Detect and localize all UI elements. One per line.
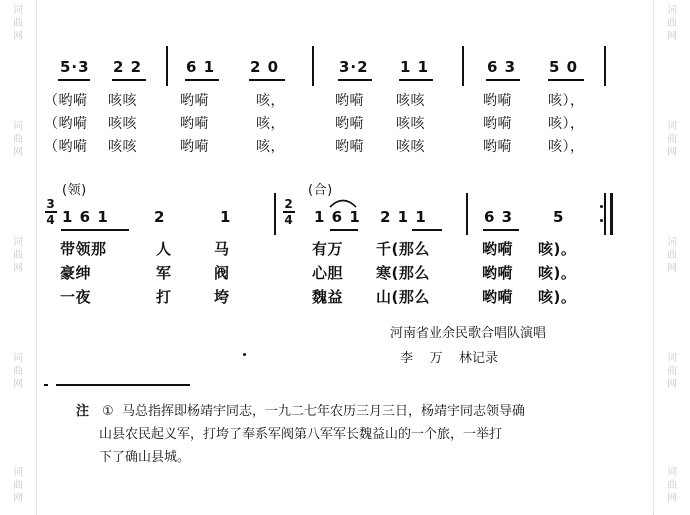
note-group: 5·3	[60, 58, 90, 76]
watermark-char: 词	[667, 467, 677, 478]
note-group: 1	[220, 208, 232, 226]
watermark-char: 词	[13, 237, 23, 248]
watermark-char: 曲	[667, 366, 677, 377]
beam-underline	[112, 79, 146, 81]
beam-underline	[399, 79, 433, 81]
lyric: 咳），	[548, 139, 585, 155]
time-signature: 2 4	[284, 197, 294, 227]
lyric: 哟嗬	[180, 116, 209, 132]
lyric: 咳咳	[108, 116, 137, 132]
watermark-char: 网	[667, 147, 677, 158]
lyric: 打	[156, 288, 172, 306]
note-group: 1 6 1	[62, 208, 109, 226]
footnote-text-line: 山县农民起义军，打垮了奉系军阀第八军军长魏益山的一个旅，一举打	[99, 427, 503, 442]
note-group: 5 0	[549, 58, 579, 76]
note-group: 2	[154, 208, 166, 226]
lyric: 哟嗬	[180, 139, 209, 155]
lyric: 哟嗬	[483, 116, 512, 132]
bar-line	[312, 46, 314, 86]
lyric: 心胆	[312, 264, 344, 282]
watermark-char: 词	[667, 237, 677, 248]
stray-dot	[243, 353, 246, 356]
lyric: 哟嗬	[483, 93, 512, 109]
watermark-char: 词	[13, 353, 23, 364]
lyric: 哟嗬	[335, 116, 364, 132]
watermark-char: 网	[13, 263, 23, 274]
watermark-char: 网	[667, 493, 677, 504]
watermark-char: 曲	[13, 250, 23, 261]
lyric: （哟嗬	[44, 116, 88, 132]
slur-mark	[328, 196, 358, 208]
lyric: 有万	[312, 240, 344, 258]
final-bar-line	[610, 193, 613, 235]
lyric: 咳，	[256, 93, 285, 109]
watermark-char: 曲	[13, 18, 23, 29]
watermark-char: 词	[13, 467, 23, 478]
lyric: 军	[156, 264, 172, 282]
lyric: 咳咳	[396, 93, 425, 109]
watermark-char: 曲	[13, 366, 23, 377]
lyric: 咳)。	[538, 240, 577, 258]
beam-underline	[58, 79, 90, 81]
watermark-char: 曲	[667, 250, 677, 261]
note-group: 6 3	[487, 58, 517, 76]
performer-credit: 河南省业余民歌合唱队演唱	[390, 326, 547, 341]
watermark-char: 网	[13, 379, 23, 390]
watermark-char: 网	[667, 263, 677, 274]
lyric: 豪绅	[60, 264, 92, 282]
note-group: 5	[553, 208, 565, 226]
note-group: 2 0	[250, 58, 280, 76]
time-signature: 3 4	[46, 197, 56, 227]
watermark-char: 曲	[667, 18, 677, 29]
bar-line	[166, 46, 168, 86]
lyric: 山(那么	[376, 288, 430, 306]
lyric: 垮	[214, 288, 230, 306]
right-watermark-strip	[653, 0, 690, 515]
footnote-rule	[56, 384, 190, 386]
footnote-label: 注	[76, 404, 90, 419]
lyric: （哟嗬	[44, 93, 88, 109]
left-watermark-strip	[0, 0, 37, 515]
bar-line	[604, 193, 606, 235]
lyric: 咳)。	[538, 288, 577, 306]
repeat-dot	[600, 219, 603, 222]
beam-underline	[330, 229, 358, 231]
watermark-char: 网	[667, 31, 677, 42]
lyric: 咳咳	[396, 139, 425, 155]
beam-underline	[338, 79, 372, 81]
watermark-char: 词	[13, 5, 23, 16]
watermark-char: 曲	[13, 480, 23, 491]
footnote-text-line: 下了确山县城。	[99, 450, 191, 465]
watermark-char: 词	[13, 121, 23, 132]
watermark-char: 词	[667, 121, 677, 132]
beam-underline	[483, 229, 519, 231]
note-group: 1 1	[400, 58, 430, 76]
note-group: 6 1	[186, 58, 216, 76]
lyric: 魏益	[312, 288, 344, 306]
watermark-char: 网	[13, 493, 23, 504]
lyric: 咳，	[256, 139, 285, 155]
recorder-credit: 李 万 林记录	[400, 351, 499, 366]
lyric: 带领那	[60, 240, 107, 258]
lyric: 哟嗬	[180, 93, 209, 109]
watermark-char: 曲	[13, 134, 23, 145]
bar-line	[274, 193, 276, 235]
lyric: 咳），	[548, 93, 585, 109]
footnote-text-line: 马总指挥即杨靖宇同志，一九二七年农历三月三日，杨靖宇同志领导确	[122, 404, 526, 419]
lyric: 咳)。	[538, 264, 577, 282]
beam-underline	[548, 79, 584, 81]
watermark-char: 曲	[667, 134, 677, 145]
beam-underline	[61, 229, 129, 231]
lyric: 千(那么	[376, 240, 430, 258]
note-group: 2 2	[113, 58, 143, 76]
note-group: 1 6 1	[314, 208, 361, 226]
lyric: 寒(那么	[376, 264, 430, 282]
lyric: 马	[214, 240, 230, 258]
watermark-char: 词	[667, 353, 677, 364]
note-group: 3·2	[339, 58, 369, 76]
watermark-char: 网	[667, 379, 677, 390]
lyric: 咳咳	[108, 93, 137, 109]
note-group: 2 1 1	[380, 208, 427, 226]
lyric: （哟嗬	[44, 139, 88, 155]
bar-line	[604, 46, 606, 86]
watermark-char: 网	[13, 31, 23, 42]
note-group: 6 3	[484, 208, 514, 226]
lyric: 咳，	[256, 116, 285, 132]
lyric: 哟嗬	[482, 264, 514, 282]
watermark-char: 曲	[667, 480, 677, 491]
footnote-marker: ①	[102, 404, 114, 419]
lyric: 一夜	[60, 288, 92, 306]
watermark-char: 词	[667, 5, 677, 16]
lyric: 哟嗬	[482, 288, 514, 306]
lyric: 哟嗬	[335, 93, 364, 109]
footnote-rule-tick	[44, 384, 48, 386]
lyric: 咳咳	[108, 139, 137, 155]
beam-underline	[185, 79, 219, 81]
beam-underline	[486, 79, 520, 81]
lyric: 哟嗬	[335, 139, 364, 155]
lyric: 咳咳	[396, 116, 425, 132]
lyric: 哟嗬	[483, 139, 512, 155]
lyric: 咳），	[548, 116, 585, 132]
beam-underline	[249, 79, 285, 81]
beam-underline	[412, 229, 442, 231]
chorus-mark: (合)	[308, 183, 333, 198]
bar-line	[462, 46, 464, 86]
bar-line	[466, 193, 468, 235]
lead-mark: (领)	[62, 183, 87, 198]
lyric: 阀	[214, 264, 230, 282]
lyric: 人	[156, 240, 172, 258]
watermark-char: 网	[13, 147, 23, 158]
lyric: 哟嗬	[482, 240, 514, 258]
repeat-dot	[600, 205, 603, 208]
